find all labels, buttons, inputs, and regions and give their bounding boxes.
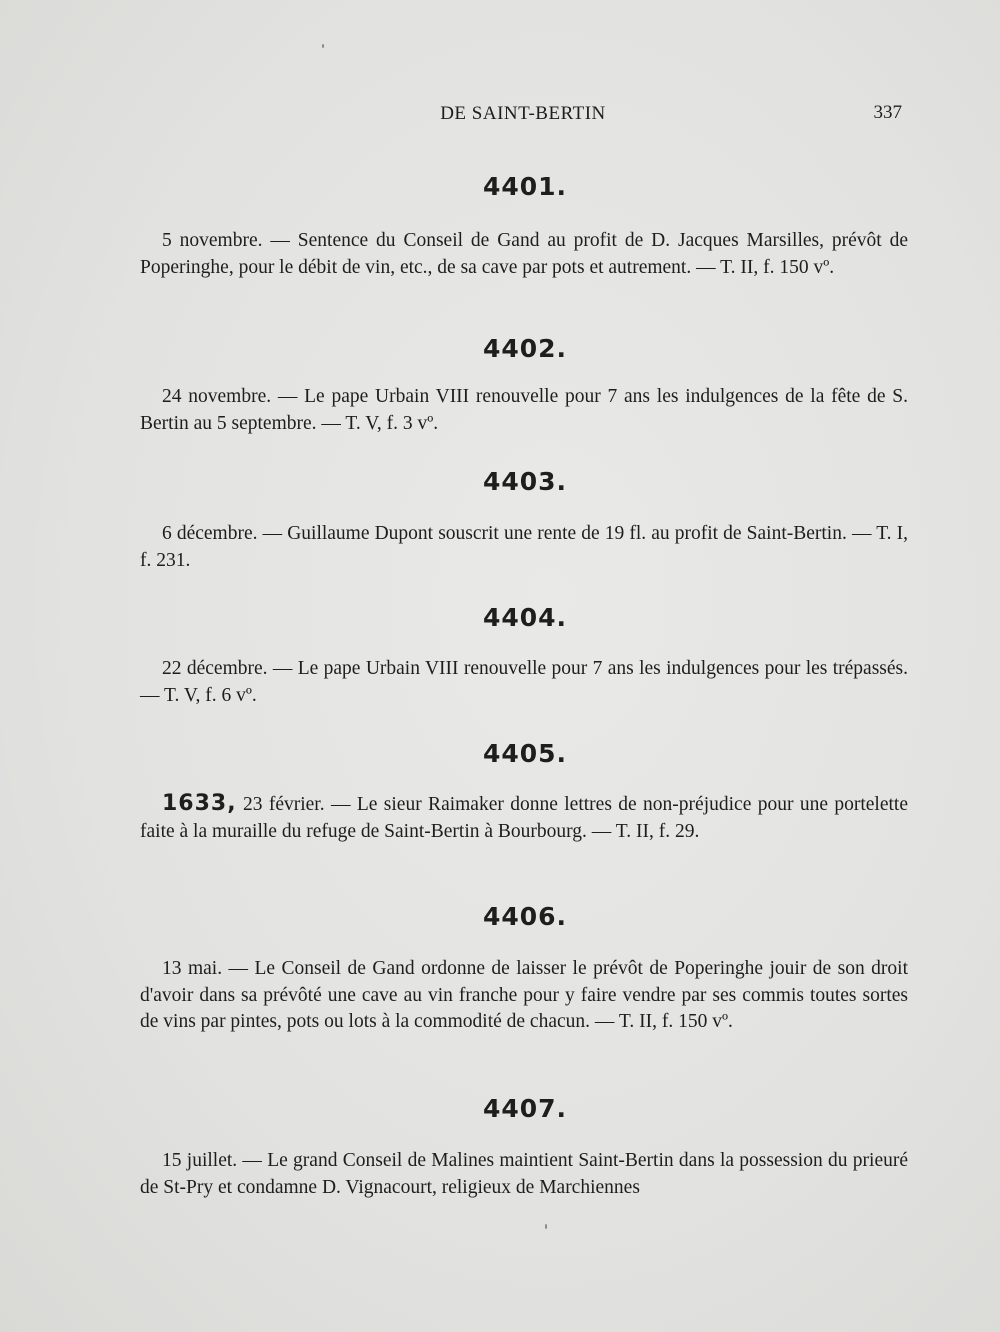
entry-number-4403: 4403. (482, 467, 568, 496)
entry-text-4405 (140, 791, 908, 845)
entry-text-4407: 15 juillet. — Le grand Conseil de Malines maintient Saint-Bertin dans la possession du prieuré de St-Pry et condamne D. Vignacourt, religieux de Marchiennes (140, 1150, 908, 1198)
entry-text-4401: 5 novembre. — Sentence du Conseil de Gand au profit de D. Jacques Marsilles, prévôt de Poperinghe, pour le débit de vin, etc., de sa cave par pots et autrement. — T. II, f. 150 vº. (140, 230, 908, 278)
entry-text-4404: 22 décembre. — Le pape Urbain VIII renouvelle pour 7 ans les indulgences pour les trépassés. — T. V, f. 6 vº. (140, 658, 908, 706)
entry-text-4403: 6 décembre. — Guillaume Dupont souscrit une rente de 19 fl. au profit de Saint-Bertin. — T. I, f. 231. (140, 523, 908, 571)
entry-text-4406: 13 mai. — Le Conseil de Gand ordonne de laisser le prévôt de Poperinghe jouir de son droit d'avoir dans sa prévôté une cave au vin franche pour y faire vendre par ses commis toutes sortes de vins par pintes, pots ou lots à la commodité de chacun. — T. II, f. 150 vº. (140, 958, 908, 1032)
year-1633: 1633, (162, 791, 237, 816)
paper-speck (545, 1224, 547, 1229)
paper-speck (322, 44, 324, 48)
entry-number-4406: 4406. (482, 902, 568, 931)
entry-number-4401: 4401. (482, 172, 568, 201)
running-title: DE SAINT-BERTIN (440, 103, 606, 124)
running-header (140, 100, 906, 130)
entry-text-4405-body: 23 février. — Le sieur Raimaker donne lettres de non-préjudice pour une portelette faite à la muraille du refuge de Saint-Bertin à Bourbourg. — T. II, f. 29. (140, 794, 908, 842)
entry-number-4405: 4405. (482, 739, 568, 768)
entry-number-4404: 4404. (482, 603, 568, 632)
entry-number-4402: 4402. (482, 334, 568, 363)
page-number: 337 (873, 102, 902, 123)
entry-text-4402: 24 novembre. — Le pape Urbain VIII renouvelle pour 7 ans les indulgences de la fête de S. Bertin au 5 septembre. — T. V, f. 3 vº. (140, 386, 908, 434)
entry-number-4407: 4407. (482, 1094, 568, 1123)
